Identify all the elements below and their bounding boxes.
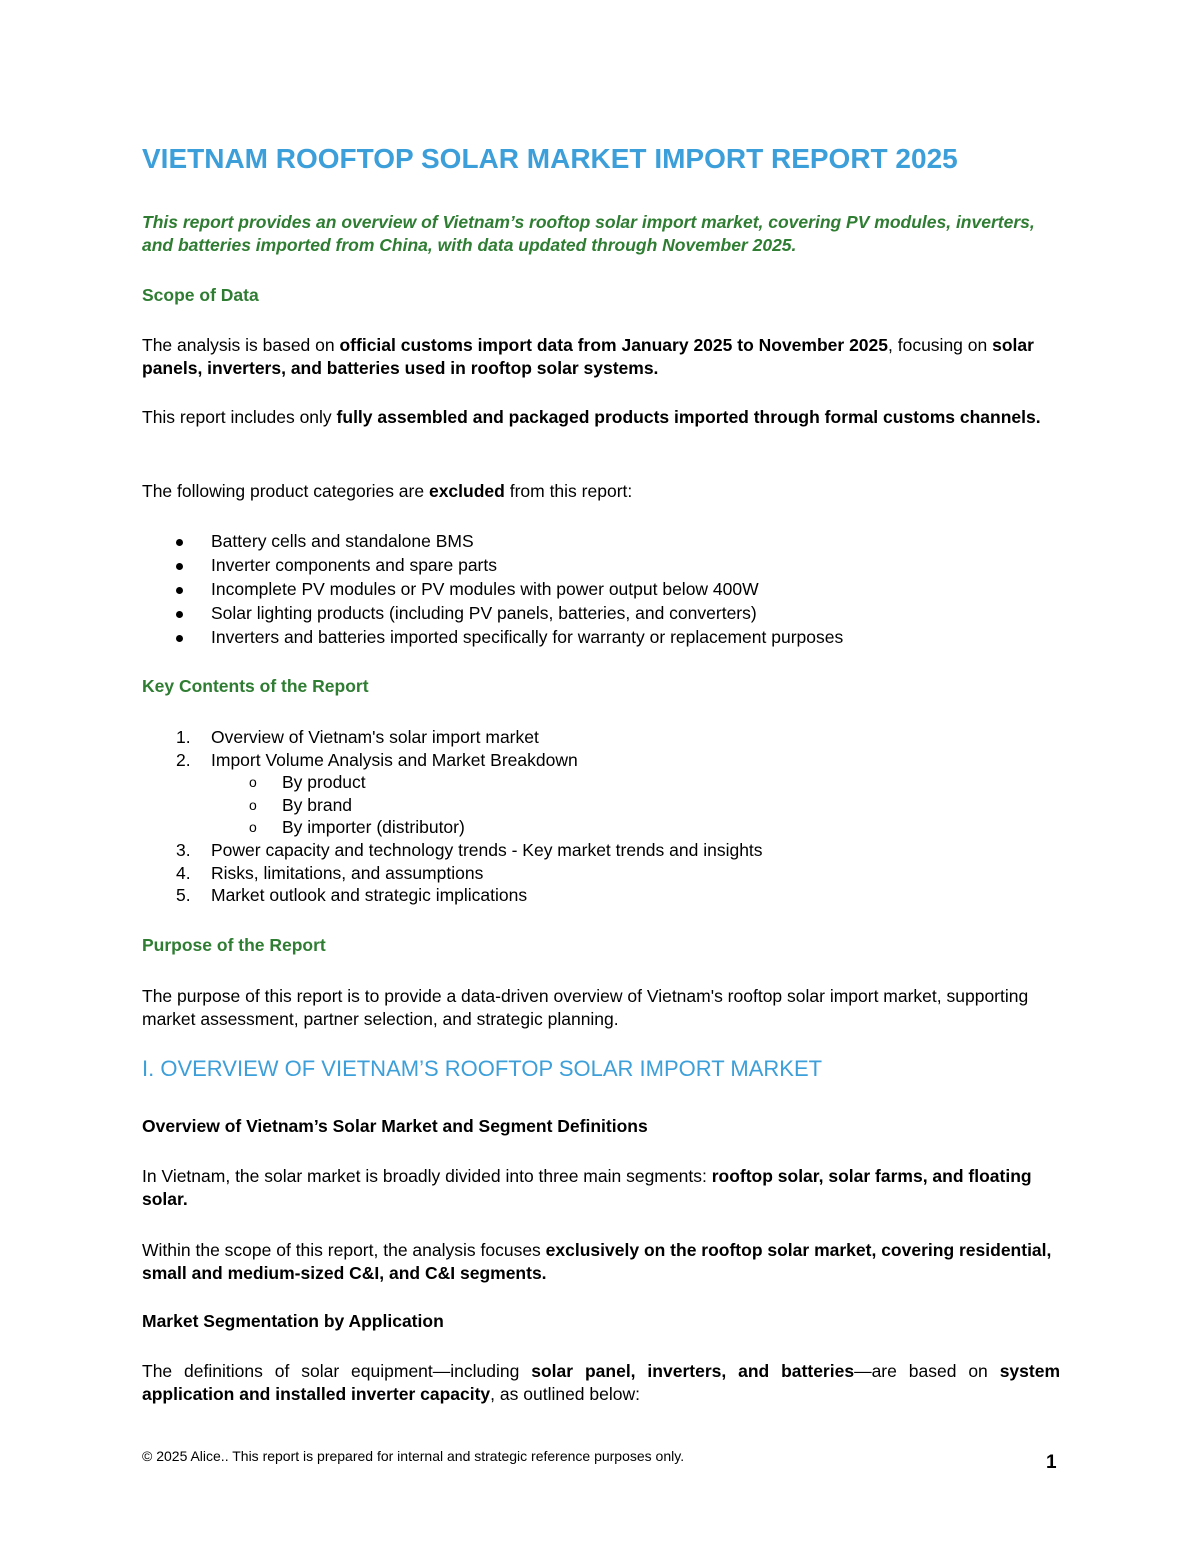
sub-list-item: o By brand [249,794,353,815]
report-intro: This report provides an overview of Vietnam’s rooftop solar import market, covering PV modules, inverters, and batteries imported from China, with data updated through November 2025. [142,212,1035,255]
purpose-paragraph: The purpose of this report is to provide a data-driven overview of Vietnam's rooftop solar import market, supporting market assessment, partner selection, and strategic planning. [142,986,1029,1029]
list-item: Inverter components and spare parts [142,553,843,577]
excluded-list [142,529,843,649]
list-item: 4. Risks, limitations, and assumptions [176,862,484,883]
overview-paragraph-1: In Vietnam, the solar market is broadly divided into three main segments: rooftop solar, solar farms, and floating solar. [142,1166,1032,1209]
scope-paragraph-2: This report includes only fully assembled and packaged products imported through formal customs channels. [142,407,1041,427]
page-number: 1 [1046,1452,1057,1473]
segmentation-paragraph: The definitions of solar equipment—including solar panel, inverters, and batteries—are based on system application and installed inverter capacity, as outlined below: [142,1361,1061,1404]
subheading-segmentation: Market Segmentation by Application [142,1311,444,1331]
list-item: 3. Power capacity and technology trends - Key market trends and insights [176,839,763,860]
sub-list-item: o By product [249,772,366,793]
list-item: Incomplete PV modules or PV modules with power output below 400W [142,577,843,601]
contents-heading: Key Contents of the Report [142,676,369,696]
section-title: I. OVERVIEW OF VIETNAM’S ROOFTOP SOLAR IMPORT MARKET [142,1056,823,1081]
scope-paragraph-1: The analysis is based on official customs import data from January 2025 to November 2025, focusing on solar panels, inverters, and batteries used in rooftop solar systems. [142,335,1034,378]
sub-list-item: o By importer (distributor) [249,817,465,838]
report-title: VIETNAM ROOFTOP SOLAR MARKET IMPORT REPORT 2025 [142,143,958,174]
contents-list [142,726,763,907]
list-item: 2. Import Volume Analysis and Market Breakdown [176,749,578,770]
purpose-heading: Purpose of the Report [142,935,326,955]
subheading-overview: Overview of Vietnam’s Solar Market and Segment Definitions [142,1116,648,1136]
page-footer: © 2025 Alice.. This report is prepared for internal and strategic reference purposes only. [142,1448,685,1464]
scope-paragraph-3: The following product categories are excluded from this report: [142,481,633,501]
list-item: Inverters and batteries imported specifically for warranty or replacement purposes [142,625,843,649]
list-item: Battery cells and standalone BMS [142,529,843,553]
scope-heading: Scope of Data [142,285,259,305]
list-item: Solar lighting products (including PV panels, batteries, and converters) [142,601,843,625]
list-item: 5. Market outlook and strategic implications [176,885,528,906]
overview-paragraph-2: Within the scope of this report, the analysis focuses exclusively on the rooftop solar market, covering residential, small and medium-sized C&I, and C&I segments. [142,1240,1052,1283]
list-item: 1. Overview of Vietnam's solar import market [176,727,539,747]
